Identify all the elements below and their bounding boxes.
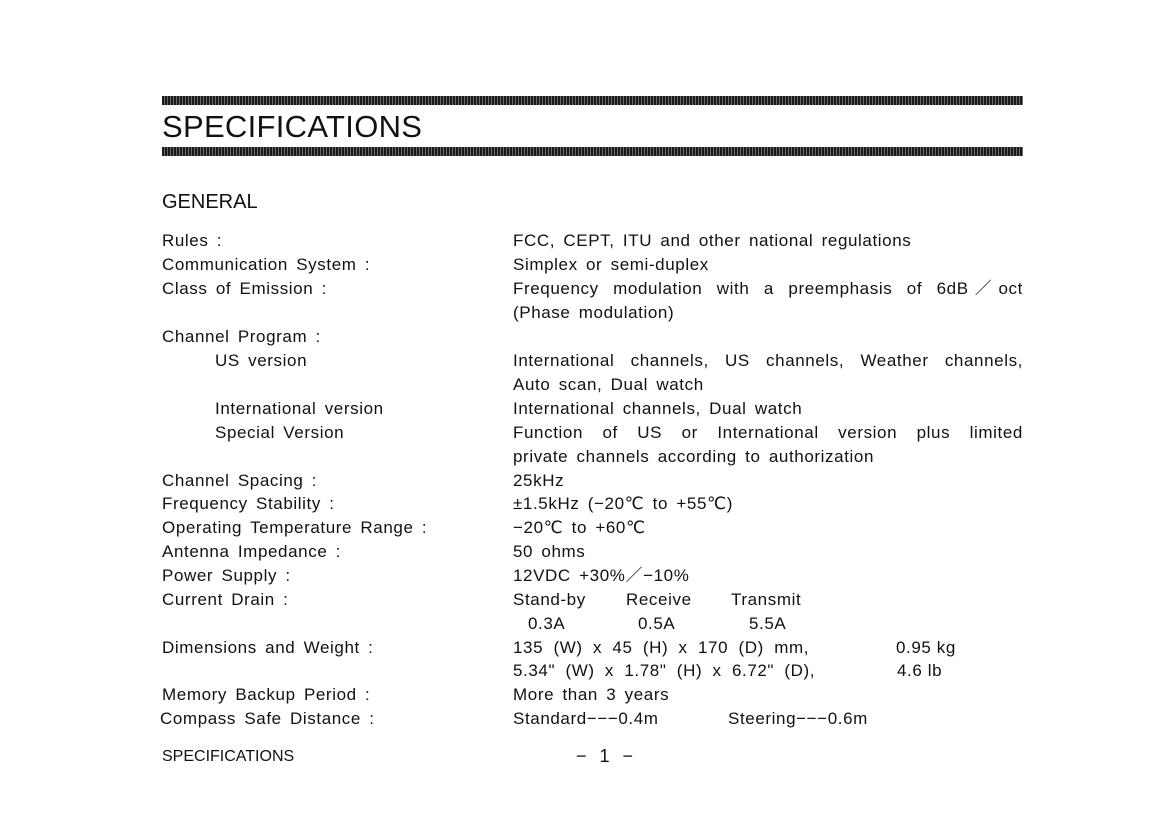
- channel-program-label: Channel Program :: [162, 327, 321, 346]
- operating-temperature-value: −20℃ to +60℃: [513, 518, 646, 537]
- us-version-value-line2: Auto scan, Dual watch: [513, 375, 704, 394]
- antenna-impedance-label: Antenna Impedance :: [162, 542, 342, 561]
- metric-dimensions: 135 (W) x 45 (H) x 170 (D) mm,: [513, 638, 810, 657]
- channel-spacing-label: Channel Spacing :: [162, 471, 318, 490]
- compass-standard-value: Standard−−−0.4m: [513, 709, 659, 728]
- special-version-value-line2: private channels according to authorization: [513, 447, 874, 466]
- current-drain-mode-receive: Receive: [626, 590, 692, 609]
- metric-weight: 0.95 kg: [896, 638, 956, 657]
- us-version-value-line1: International channels, US channels, Weather channels,: [513, 351, 1023, 370]
- title-rule-bottom: [162, 147, 1023, 156]
- class-of-emission-label: Class of Emission :: [162, 279, 327, 298]
- memory-backup-label: Memory Backup Period :: [162, 685, 371, 704]
- page-number: − 1 −: [576, 746, 634, 766]
- operating-temperature-label: Operating Temperature Range :: [162, 518, 428, 537]
- power-supply-label: Power Supply :: [162, 566, 291, 585]
- special-version-value-line1: Function of US or International version plus limited: [513, 423, 1023, 442]
- class-of-emission-value-line1: Frequency modulation with a preemphasis of 6dB／oct: [513, 279, 1023, 298]
- current-drain-value-standby: 0.3A: [528, 614, 566, 633]
- communication-system-value: Simplex or semi-duplex: [513, 255, 709, 274]
- compass-safe-distance-label: Compass Safe Distance :: [160, 709, 375, 728]
- channel-spacing-value: 25kHz: [513, 471, 565, 490]
- frequency-stability-label: Frequency Stability :: [162, 494, 335, 513]
- power-supply-value: 12VDC +30%／−10%: [513, 566, 690, 585]
- current-drain-label: Current Drain :: [162, 590, 289, 609]
- class-of-emission-value-line2: (Phase modulation): [513, 303, 675, 322]
- compass-steering-value: Steering−−−0.6m: [728, 709, 868, 728]
- page-title: SPECIFICATIONS: [162, 109, 423, 144]
- current-drain-mode-transmit: Transmit: [731, 590, 802, 609]
- footer-section-name: SPECIFICATIONS: [162, 748, 295, 765]
- international-version-label: International version: [215, 399, 384, 418]
- special-version-label: Special Version: [215, 423, 345, 442]
- rules-label: Rules :: [162, 231, 223, 250]
- frequency-stability-value: ±1.5kHz (−20℃ to +55℃): [513, 494, 733, 513]
- current-drain-value-transmit: 5.5A: [749, 614, 787, 633]
- antenna-impedance-value: 50 ohms: [513, 542, 586, 561]
- current-drain-value-receive: 0.5A: [638, 614, 676, 633]
- memory-backup-value: More than 3 years: [513, 685, 670, 704]
- international-version-value: International channels, Dual watch: [513, 399, 803, 418]
- imperial-weight: 4.6 lb: [897, 661, 943, 680]
- current-drain-mode-standby: Stand-by: [513, 590, 586, 609]
- title-rule-top: [162, 96, 1023, 105]
- dimensions-weight-label: Dimensions and Weight :: [162, 638, 374, 657]
- communication-system-label: Communication System :: [162, 255, 371, 274]
- us-version-label: US version: [215, 351, 308, 370]
- rules-value: FCC, CEPT, ITU and other national regulations: [513, 231, 912, 250]
- section-heading: GENERAL: [162, 191, 258, 213]
- imperial-dimensions: 5.34" (W) x 1.78" (H) x 6.72" (D),: [513, 661, 816, 680]
